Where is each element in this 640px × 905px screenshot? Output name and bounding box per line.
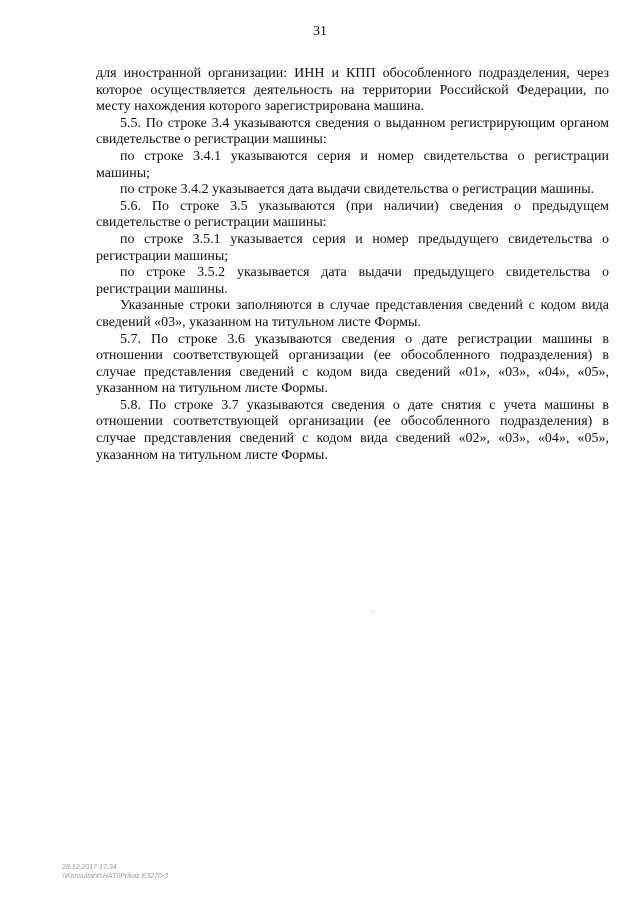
- paragraph-3-4-1: по строке 3.4.1 указываются серия и номер свидетельства о регистрации машины;: [96, 148, 609, 181]
- paragraph-3-5-2: по строке 3.5.2 указывается дата выдачи предыдущего свидетельства о регистрации машины.: [96, 265, 609, 297]
- paragraph-continuation: для иностранной организации: ИНН и КПП обособленного подразделения, через которое осуществляется деятельность на территории Российской Федерации, по месту нахождения которого зарегистрирована машина.: [96, 66, 609, 115]
- paragraph-5-6: 5.6. По строке 3.5 указываются (при наличии) сведения о предыдущем свидетельстве о регистрации машины:: [96, 198, 609, 231]
- footer-stamp: [62, 863, 168, 881]
- document-body: [96, 66, 609, 464]
- paragraph-3-4-2: по строке 3.4.2 указывается дата выдачи свидетельства о регистрации машины.: [120, 182, 595, 198]
- page-number: 31: [313, 24, 327, 39]
- paragraph-3-5-1: по строке 3.5.1 указывается серия и номер предыдущего свидетельства о регистрации машины;: [96, 231, 609, 264]
- scan-speck: [372, 611, 374, 612]
- footer-timestamp: 28.12.2017 17:34: [62, 864, 117, 871]
- footer-file-path: \\Konsultant\\HAT\\Prikaz E3270-3: [62, 873, 169, 880]
- paragraph-5-5: 5.5. По строке 3.4 указываются сведения о выданном регистрирующим органом свидетельстве о регистрации машины:: [96, 115, 609, 148]
- paragraph-note: Указанные строки заполняются в случае представления сведений с кодом вида сведений «03», указанном на титульном листе Формы.: [96, 298, 609, 330]
- paragraph-5-7: 5.7. По строке 3.6 указываются сведения о дате регистрации машины в отношении соответствующей организации (ее обособленного подразделения) в случае представления сведений с кодом вида сведений «01», «03», «04», «05», указанном на титульном листе Формы.: [96, 331, 609, 397]
- paragraph-5-8: 5.8. По строке 3.7 указываются сведения о дате снятия с учета машины в отношении соответствующей организации (ее обособленного подразделения) в случае представления сведений с кодом вида сведений «02», «03», «04», «05», указанном на титульном листе Формы.: [96, 397, 609, 463]
